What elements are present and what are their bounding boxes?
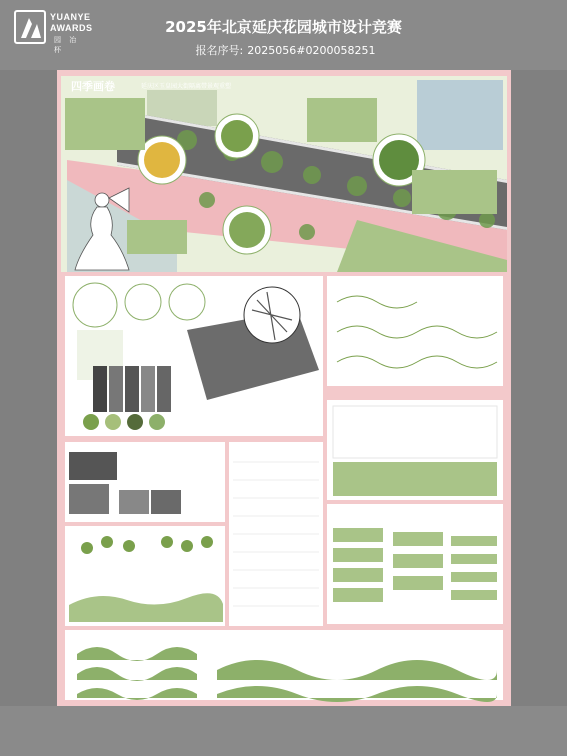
- header-bar: [0, 0, 567, 70]
- footer-bar: [0, 706, 567, 756]
- registration-label: 报名序号:: [195, 44, 244, 57]
- registration-number: [0, 42, 567, 58]
- registration-value: 2025056#0200058251: [247, 44, 376, 57]
- poster-main-title: 四季画卷: [71, 80, 115, 93]
- poster-subtitle: 延庆区玉皇园大街隔离带景观重塑: [141, 83, 232, 90]
- logo-text-chinese: 园 冶 杯: [54, 36, 80, 54]
- competition-title: 2025年北京延庆花园城市设计竞赛: [165, 18, 402, 36]
- logo-text-awards: AWARDS: [50, 23, 93, 33]
- logo-text-yuanye: YUANYE: [50, 12, 91, 22]
- poster-artwork: [57, 70, 511, 706]
- design-poster: [57, 70, 511, 706]
